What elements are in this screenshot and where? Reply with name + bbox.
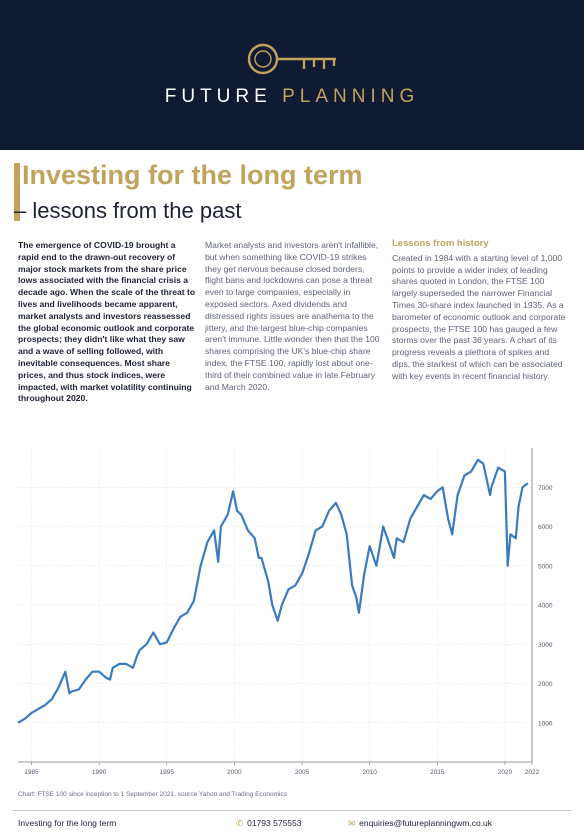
- y-tick-label: 5000: [538, 563, 553, 571]
- footer-phone[interactable]: [236, 818, 302, 829]
- y-tick-label: 7000: [538, 484, 553, 492]
- envelope-icon: ✉: [348, 818, 356, 828]
- y-tick-label: 4000: [538, 602, 553, 610]
- intro-paragraph: The emergence of COVID-19 brought a rapid end to the drawn-out recovery of major stock markets from the share price lows associated with the financial crisis a decade ago. When the scale of the threat to lives and livelihoods became apparent, market analysts and investors reassessed the global economic outlook and corporate prospects; they didn't like what they saw and a wave of selling followed, with inevitable consequences. Most share prices, and thus stock indices, were impacted, with market volatility continuing throughout 2020.: [18, 240, 196, 404]
- body-paragraph-3: Created in 1984 with a starting level of 1,000 points to provide a wider index of leading shares quoted in London, the FTSE 100 largely superseded the narrower Financial Times 30-share index launched in 1935. As a barometer of economic outlook and corporate prospects, the FTSE 100 has gauged a few storms over the past 36 years. A chart of its progress reveals a plethora of spikes and dips, the starkest of which can be associated with key events in recent financial history.: [392, 252, 566, 381]
- x-tick-label: 1995: [159, 769, 175, 776]
- page-subtitle: – lessons from the past: [14, 198, 242, 223]
- footer-divider: [12, 810, 572, 811]
- footer-email[interactable]: [348, 818, 492, 829]
- y-tick-label: 3000: [538, 641, 553, 649]
- brand-word-future: FUTURE: [164, 86, 272, 107]
- x-tick-label: 2015: [430, 769, 445, 776]
- body-paragraph-2: Market analysts and investors aren't infallible, but when something like COVID-19 strikes they get nervous because closed borders, flight bans and lockdowns can pose a threat even to large companies, especially in exposed sectors. Axed dividends and distressed rights issues are anathema to the jittery, and the largest blue-chip companies aren't immune. Little wonder then that the 100 shares comprising the UK's blue-chip share index, the FTSE 100, rapidly lost about one-third of their combined value in late February and March 2020.: [205, 240, 380, 392]
- x-tick-label: 1990: [91, 769, 107, 776]
- x-tick-label: 2022: [524, 769, 540, 776]
- brand-word-planning: PLANNING: [282, 86, 420, 107]
- body-column-3: [392, 240, 568, 383]
- section-heading: Lessons from history: [392, 238, 489, 249]
- key-icon: [244, 40, 340, 78]
- x-tick-label: 2000: [227, 769, 242, 776]
- page-header: [0, 0, 584, 150]
- page-title: Investing for the long term: [22, 160, 363, 190]
- y-tick-label: 2000: [538, 681, 553, 688]
- y-tick-label: 6000: [538, 524, 553, 531]
- phone-number: 01793 575553: [247, 818, 302, 828]
- chart-caption: Chart: FTSE 100 since inception to 1 September 2021, source Yahoo and Trading Economics: [18, 791, 287, 798]
- y-tick-label: 1000: [538, 720, 553, 728]
- brand-name: [0, 86, 584, 108]
- x-tick-label: 1985: [24, 769, 39, 776]
- x-tick-label: 2010: [362, 769, 377, 776]
- email-address: enquiries@futureplanningwm.co.uk: [359, 818, 493, 828]
- series-line-ftse100: [18, 460, 528, 723]
- footer-title: Investing for the long term: [18, 818, 117, 828]
- x-tick-label: 2005: [294, 769, 310, 776]
- x-tick-label: 2020: [497, 769, 513, 776]
- phone-icon: ✆: [236, 818, 244, 828]
- ftse-line-chart: [0, 442, 584, 782]
